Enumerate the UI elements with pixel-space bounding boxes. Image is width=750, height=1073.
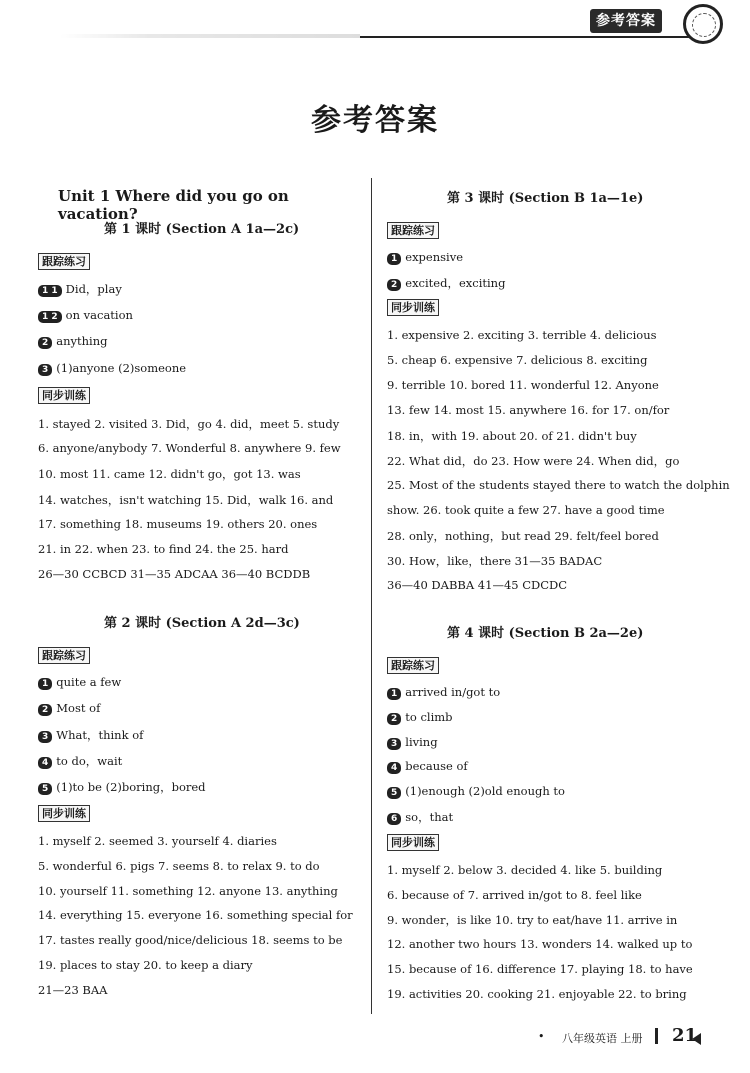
item-answer: Did，play [65,282,122,296]
answer-line: 13. few 14. most 15. anywhere 16. for 17. on/for [387,403,670,417]
item-number-badge: 5 [387,787,401,799]
item-answer: Most of [56,701,101,715]
answer-line: 5. wonderful 6. pigs 7. seems 8. to relax 9. to do [38,858,320,873]
publisher-logo-icon [683,4,723,44]
item-answer: on vacation [65,307,133,322]
item-answer: What，think of [56,728,144,742]
item-answer: excited，exciting [405,275,506,290]
answer-line: 18. in，with 19. about 20. of 21. didn't buy [387,429,637,443]
answer-item [387,784,565,799]
header-fade [60,34,360,38]
practice-tag: 跟踪练习 [387,657,439,674]
item-answer: living [405,734,438,749]
answer-line: 17. something 18. museums 19. others 20. ones [38,516,318,531]
section-title: 第 4 课时 (Section B 2a—2e) [447,626,644,641]
header-label: 参考答案 [590,9,662,33]
answer-line: 12. another two hours 13. wonders 14. walked up to [387,937,693,952]
answer-line: 14. everything 15. everyone 16. something special for [38,908,353,923]
answer-line: 9. wonder，is like 10. try to eat/have 11. arrive in [387,913,678,928]
answer-line: 15. because of 16. difference 17. playing 18. to have [387,962,693,976]
item-number-badge: 3 [387,738,401,750]
item-answer: anything [56,334,108,348]
practice-tag: 跟踪练习 [38,647,90,664]
answer-line: 6. anyone/anybody 7. Wonderful 8. anywhere 9. few [38,441,341,456]
item-number-badge: 2 [387,279,401,291]
answer-line: 17. tastes really good/nice/delicious 18. seems to be [38,933,343,948]
item-number-badge: 1 [38,678,52,690]
answer-item [38,334,108,349]
answer-item [38,675,121,690]
item-number-badge: 4 [38,757,52,769]
answer-item [387,685,500,700]
answer-item [38,308,133,323]
answer-line: 19. activities 20. cooking 21. enjoyable 22. to bring [387,986,687,1001]
answer-line: 1. myself 2. below 3. decided 4. like 5. building [387,862,663,877]
practice-tag: 跟踪练习 [387,222,439,239]
footer-dot: • [538,1030,545,1043]
training-tag: 同步训练 [387,834,439,851]
answer-line: 30. How，like，there 31—35 BADAC [387,554,603,568]
answer-item [387,735,438,750]
answer-line: 21. in 22. when 23. to find 24. the 25. hard [38,542,289,556]
answer-item [38,701,100,716]
answer-line: 28. only，nothing，but read 29. felt/feel bored [387,529,659,543]
item-answer: to do，wait [56,754,123,768]
item-answer: (1)to be (2)boring，bored [56,780,206,794]
column-divider [371,178,372,1014]
training-tag: 同步训练 [387,299,439,316]
answer-line: 6. because of 7. arrived in/got to 8. feel like [387,887,642,902]
section-title: 第 2 课时 (Section A 2d—3c) [104,616,300,631]
item-number-badge: 2 [38,704,52,716]
item-number-badge: 2 [38,337,52,349]
item-answer: quite a few [56,675,122,689]
answer-line: 1. myself 2. seemed 3. yourself 4. diaries [38,834,277,848]
item-number-badge: 6 [387,813,401,825]
answer-line: 25. Most of the students stayed there to watch the dolphin [387,478,730,492]
arrow-left-icon [692,1033,701,1045]
answer-line: 1. expensive 2. exciting 3. terrible 4. delicious [387,328,657,342]
answer-item [387,759,468,774]
item-answer: expensive [405,250,464,264]
footer-grade: 八年级英语 上册 [562,1032,643,1045]
answer-item [387,275,505,291]
answer-item [38,753,122,769]
answer-line: show. 26. took quite a few 27. have a good time [387,503,665,517]
item-number-badge: 4 [387,762,401,774]
item-answer: (1)enough (2)old enough to [405,784,565,799]
answer-line: 19. places to stay 20. to keep a diary [38,958,253,972]
item-number-badge: 1 1 [38,285,62,297]
answer-item [38,779,206,795]
answer-item [387,250,463,265]
training-tag: 同步训练 [38,805,90,822]
answer-item [38,727,143,743]
training-tag: 同步训练 [38,387,90,404]
answer-line: 10. most 11. came 12. didn't go，got 13. was [38,467,301,482]
item-answer: to climb [405,709,453,724]
footer-bar [655,1028,658,1044]
section-title: 第 1 课时 (Section A 1a—2c) [104,222,300,237]
answer-line: 22. What did，do 23. How were 24. When did，go [387,454,680,468]
answer-item [38,361,186,376]
practice-tag: 跟踪练习 [38,253,90,270]
item-answer: so，that [405,810,454,824]
answer-line: 5. cheap 6. expensive 7. delicious 8. exciting [387,353,648,367]
item-answer: (1)anyone (2)someone [56,360,187,375]
item-answer: because of [405,759,468,774]
answer-line: 36—40 DABBA 41—45 CDCDC [387,578,568,592]
answer-line: 14. watches，isn't watching 15. Did，walk 16. and [38,492,334,507]
item-answer: arrived in/got to [405,685,501,699]
header-rule [360,36,690,38]
page-title: 参考答案 [311,103,439,138]
item-number-badge: 1 2 [38,311,62,323]
item-number-badge: 3 [38,364,52,376]
answer-item [387,710,453,725]
item-number-badge: 5 [38,783,52,795]
answer-item [387,809,453,825]
answer-line: 9. terrible 10. bored 11. wonderful 12. Anyone [387,378,659,392]
page-number: 21 [672,1025,698,1046]
unit-title: Unit 1 Where did you go on vacation? [58,187,289,223]
item-number-badge: 1 [387,253,401,265]
section-title: 第 3 课时 (Section B 1a—1e) [447,191,644,206]
answer-line: 1. stayed 2. visited 3. Did，go 4. did，meet 5. study [38,417,340,431]
answer-item [38,281,122,297]
answer-line: 26—30 CCBCD 31—35 ADCAA 36—40 BCDDB [38,567,311,582]
item-number-badge: 3 [38,731,52,743]
item-number-badge: 1 [387,688,401,700]
answer-line: 10. yourself 11. something 12. anyone 13. anything [38,883,338,898]
item-number-badge: 2 [387,713,401,725]
answer-line: 21—23 BAA [38,982,108,997]
